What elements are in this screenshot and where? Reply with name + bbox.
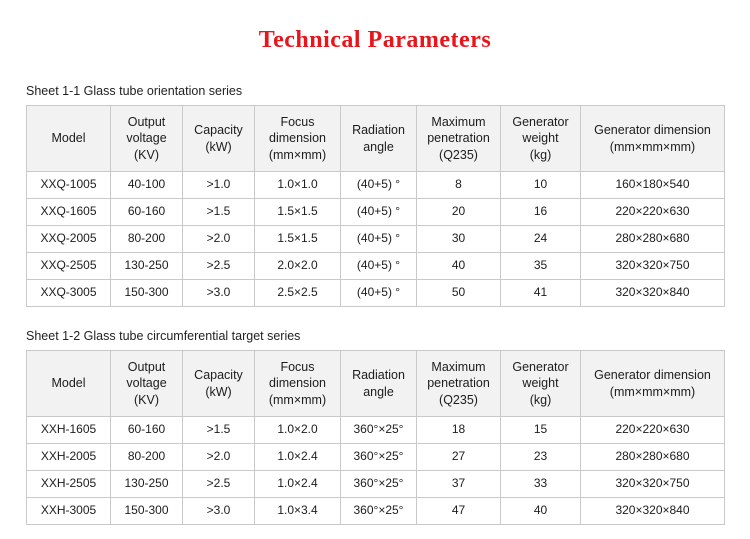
cell-generator-dimension: 320×320×840 [581,498,725,525]
cell-model: XXQ-1005 [27,172,111,199]
table-header-row [27,351,725,417]
cell-generator-dimension: 280×280×680 [581,226,725,253]
cell-radiation-angle: 360°×25° [341,498,417,525]
table-section-2 [26,329,724,525]
cell-maximum-penetration: 27 [417,444,501,471]
cell-radiation-angle: (40+5) ° [341,226,417,253]
cell-generator-dimension: 320×320×840 [581,280,725,307]
table-row [27,280,725,307]
cell-generator-dimension: 320×320×750 [581,253,725,280]
table-section-1 [26,84,724,307]
cell-maximum-penetration: 18 [417,417,501,444]
table-body-1 [27,172,725,307]
cell-focus-dimension: 1.0×2.4 [255,471,341,498]
cell-radiation-angle: (40+5) ° [341,253,417,280]
cell-focus-dimension: 1.0×2.4 [255,444,341,471]
cell-maximum-penetration: 8 [417,172,501,199]
cell-output-voltage: 130-250 [111,471,183,498]
column-header-generator-weight: Generator weight (kg) [501,106,581,172]
cell-focus-dimension: 1.0×1.0 [255,172,341,199]
cell-generator-dimension: 220×220×630 [581,417,725,444]
column-header-focus-dimension: Focus dimension (mm×mm) [255,106,341,172]
cell-generator-dimension: 220×220×630 [581,199,725,226]
page-title: Technical Parameters [258,27,492,53]
cell-output-voltage: 80-200 [111,444,183,471]
cell-maximum-penetration: 50 [417,280,501,307]
cell-focus-dimension: 2.5×2.5 [255,280,341,307]
column-header-model: Model [27,351,111,417]
table-header-row [27,106,725,172]
cell-model: XXH-2505 [27,471,111,498]
cell-focus-dimension: 1.0×3.4 [255,498,341,525]
cell-capacity: >2.5 [183,471,255,498]
table-caption-2: Sheet 1-2 Glass tube circumferential target series [26,329,301,343]
cell-generator-weight: 35 [501,253,581,280]
column-header-model: Model [27,106,111,172]
cell-maximum-penetration: 37 [417,471,501,498]
column-header-output-voltage: Output voltage (KV) [111,106,183,172]
cell-model: XXH-1605 [27,417,111,444]
table-caption-1: Sheet 1-1 Glass tube orientation series [26,84,243,98]
table-row [27,172,725,199]
cell-model: XXH-2005 [27,444,111,471]
cell-model: XXQ-3005 [27,280,111,307]
cell-radiation-angle: (40+5) ° [341,280,417,307]
cell-maximum-penetration: 30 [417,226,501,253]
cell-capacity: >1.0 [183,172,255,199]
cell-model: XXQ-2505 [27,253,111,280]
table-row [27,498,725,525]
cell-generator-weight: 16 [501,199,581,226]
cell-output-voltage: 60-160 [111,417,183,444]
cell-generator-dimension: 280×280×680 [581,444,725,471]
column-header-radiation-angle: Radiation angle [341,351,417,417]
table-row [27,417,725,444]
cell-focus-dimension: 1.5×1.5 [255,226,341,253]
cell-output-voltage: 130-250 [111,253,183,280]
table-row [27,471,725,498]
cell-generator-weight: 24 [501,226,581,253]
cell-capacity: >2.0 [183,444,255,471]
cell-output-voltage: 150-300 [111,498,183,525]
table-body-2 [27,417,725,525]
column-header-generator-dimension: Generator dimension (mm×mm×mm) [581,106,725,172]
cell-focus-dimension: 1.5×1.5 [255,199,341,226]
parameters-table-1 [26,105,725,307]
cell-radiation-angle: 360°×25° [341,471,417,498]
cell-capacity: >1.5 [183,199,255,226]
cell-capacity: >1.5 [183,417,255,444]
cell-maximum-penetration: 40 [417,253,501,280]
column-header-output-voltage: Output voltage (KV) [111,351,183,417]
column-header-maximum-penetration: Maximum penetration (Q235) [417,106,501,172]
table-row [27,444,725,471]
table-row [27,226,725,253]
cell-generator-weight: 33 [501,471,581,498]
cell-generator-dimension: 160×180×540 [581,172,725,199]
cell-radiation-angle: 360°×25° [341,444,417,471]
cell-output-voltage: 40-100 [111,172,183,199]
cell-maximum-penetration: 47 [417,498,501,525]
cell-generator-weight: 40 [501,498,581,525]
cell-output-voltage: 150-300 [111,280,183,307]
column-header-radiation-angle: Radiation angle [341,106,417,172]
cell-output-voltage: 80-200 [111,226,183,253]
cell-generator-weight: 10 [501,172,581,199]
parameters-table-2 [26,350,725,525]
cell-capacity: >3.0 [183,280,255,307]
column-header-maximum-penetration: Maximum penetration (Q235) [417,351,501,417]
cell-generator-weight: 41 [501,280,581,307]
cell-generator-weight: 23 [501,444,581,471]
cell-radiation-angle: (40+5) ° [341,172,417,199]
column-header-capacity: Capacity (kW) [183,106,255,172]
cell-focus-dimension: 2.0×2.0 [255,253,341,280]
cell-model: XXH-3005 [27,498,111,525]
cell-capacity: >2.5 [183,253,255,280]
cell-generator-dimension: 320×320×750 [581,471,725,498]
column-header-generator-weight: Generator weight (kg) [501,351,581,417]
cell-radiation-angle: (40+5) ° [341,199,417,226]
table-header-1 [27,106,725,172]
cell-maximum-penetration: 20 [417,199,501,226]
cell-capacity: >2.0 [183,226,255,253]
cell-generator-weight: 15 [501,417,581,444]
column-header-capacity: Capacity (kW) [183,351,255,417]
cell-focus-dimension: 1.0×2.0 [255,417,341,444]
cell-output-voltage: 60-160 [111,199,183,226]
table-header-2 [27,351,725,417]
cell-radiation-angle: 360°×25° [341,417,417,444]
table-row [27,199,725,226]
cell-model: XXQ-2005 [27,226,111,253]
cell-capacity: >3.0 [183,498,255,525]
column-header-generator-dimension: Generator dimension (mm×mm×mm) [581,351,725,417]
table-row [27,253,725,280]
column-header-focus-dimension: Focus dimension (mm×mm) [255,351,341,417]
cell-model: XXQ-1605 [27,199,111,226]
